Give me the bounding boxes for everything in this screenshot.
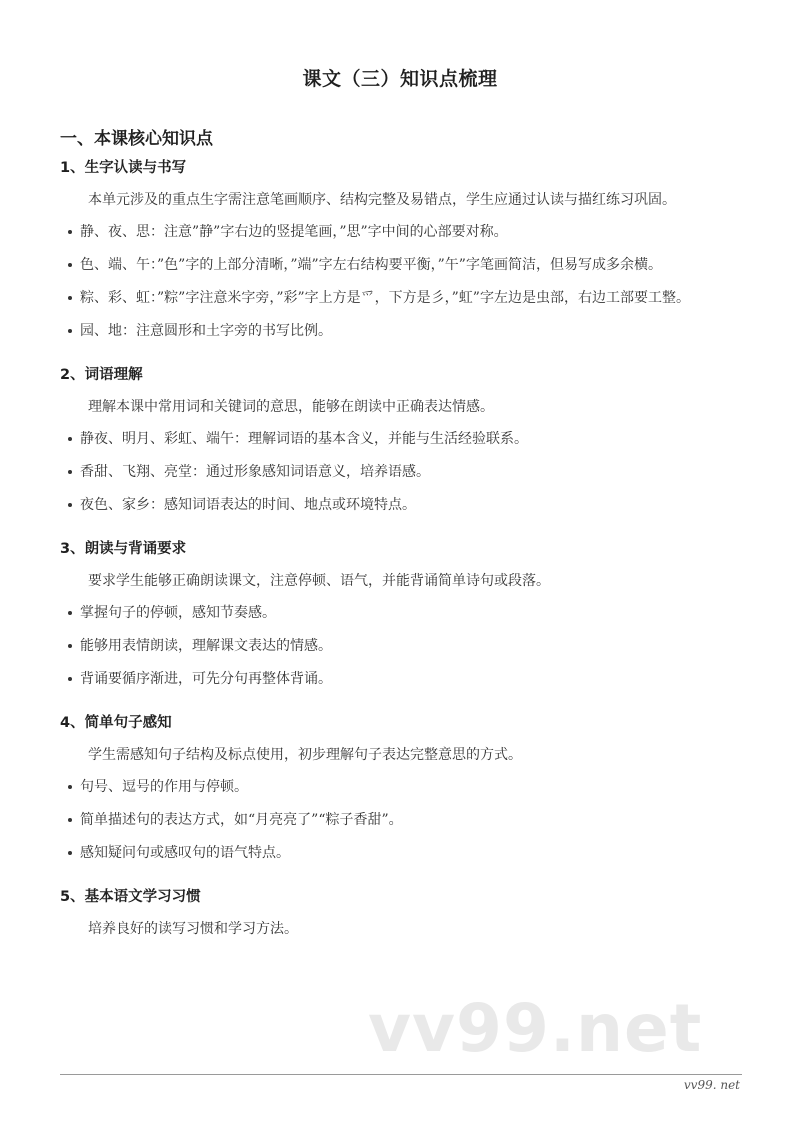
- section-intro: 要求学生能够正确朗读课文，注意停顿、语气，并能背诵简单诗句或段落。: [88, 573, 550, 589]
- bullet-list: [60, 427, 750, 517]
- bullet-icon: [68, 785, 72, 789]
- section-intro: 本单元涉及的重点生字需注意笔画顺序、结构完整及易错点，学生应通过认读与描红练习巩固。: [88, 192, 676, 208]
- section-2: [60, 365, 750, 517]
- section-4: [60, 713, 750, 865]
- list-item-text: 粽、彩、虹：”粽”字注意米字旁，”彩”字上方是爫，下方是彡，”虹”字左边是虫部，右边工部要工整。: [80, 290, 690, 306]
- footer-divider: [60, 1074, 742, 1075]
- section-5: [60, 887, 750, 941]
- bullet-icon: [68, 329, 72, 333]
- bullet-list: [60, 220, 750, 343]
- list-item: [60, 601, 750, 625]
- section-title: 5、基本语文学习习惯: [60, 889, 201, 905]
- bullet-icon: [68, 230, 72, 234]
- bullet-list: [60, 775, 750, 865]
- section-title: 2、词语理解: [60, 367, 143, 383]
- list-item: [60, 808, 750, 832]
- main-heading: 一、本课核心知识点: [60, 129, 213, 149]
- section-3: [60, 539, 750, 691]
- list-item-text: 简单描述句的表达方式，如“月亮亮了”“粽子香甜”。: [80, 812, 403, 828]
- list-item: [60, 667, 750, 691]
- list-item: [60, 460, 750, 484]
- list-item: [60, 220, 750, 244]
- list-item: [60, 319, 750, 343]
- list-item-text: 夜色、家乡：感知词语表达的时间、地点或环境特点。: [80, 497, 416, 513]
- bullet-icon: [68, 818, 72, 822]
- section-intro: 学生需感知句子结构及标点使用，初步理解句子表达完整意思的方式。: [88, 747, 522, 763]
- bullet-icon: [68, 470, 72, 474]
- document-title: 课文（三）知识点梳理: [302, 68, 498, 90]
- watermark: vv99.net: [368, 990, 703, 1067]
- bullet-icon: [68, 437, 72, 441]
- list-item: [60, 286, 750, 310]
- list-item-text: 静夜、明月、彩虹、端午：理解词语的基本含义，并能与生活经验联系。: [80, 431, 528, 447]
- section-intro: 培养良好的读写习惯和学习方法。: [88, 921, 298, 937]
- list-item-text: 背诵要循序渐进，可先分句再整体背诵。: [80, 671, 332, 687]
- list-item-text: 掌握句子的停顿，感知节奏感。: [80, 605, 276, 621]
- section-title: 1、生字认读与书写: [60, 160, 187, 176]
- section-1: [60, 158, 750, 343]
- list-item: [60, 427, 750, 451]
- list-item-text: 句号、逗号的作用与停顿。: [80, 779, 248, 795]
- bullet-icon: [68, 644, 72, 648]
- bullet-list: [60, 601, 750, 691]
- list-item: [60, 634, 750, 658]
- list-item-text: 园、地：注意圆形和土字旁的书写比例。: [80, 323, 332, 339]
- section-intro: 理解本课中常用词和关键词的意思，能够在朗读中正确表达情感。: [88, 399, 494, 415]
- list-item-text: 感知疑问句或感叹句的语气特点。: [80, 845, 290, 861]
- bullet-icon: [68, 503, 72, 507]
- list-item: [60, 493, 750, 517]
- list-item: [60, 841, 750, 865]
- list-item-text: 静、夜、思：注意”静”字右边的竖提笔画，”思”字中间的心部要对称。: [80, 224, 508, 240]
- footer-text: vv99. net: [683, 1078, 740, 1092]
- bullet-icon: [68, 677, 72, 681]
- section-title: 4、简单句子感知: [60, 715, 172, 731]
- bullet-icon: [68, 611, 72, 615]
- list-item-text: 能够用表情朗读，理解课文表达的情感。: [80, 638, 332, 654]
- bullet-icon: [68, 851, 72, 855]
- list-item: [60, 775, 750, 799]
- section-title: 3、朗读与背诵要求: [60, 541, 187, 557]
- list-item-text: 香甜、飞翔、亮堂：通过形象感知词语意义，培养语感。: [80, 464, 430, 480]
- bullet-icon: [68, 296, 72, 300]
- list-item: [60, 253, 750, 277]
- list-item-text: 色、端、午：”色”字的上部分清晰，”端”字左右结构要平衡，”午”字笔画简洁，但易写成多余横。: [80, 257, 662, 273]
- bullet-icon: [68, 263, 72, 267]
- content-body: [60, 158, 750, 963]
